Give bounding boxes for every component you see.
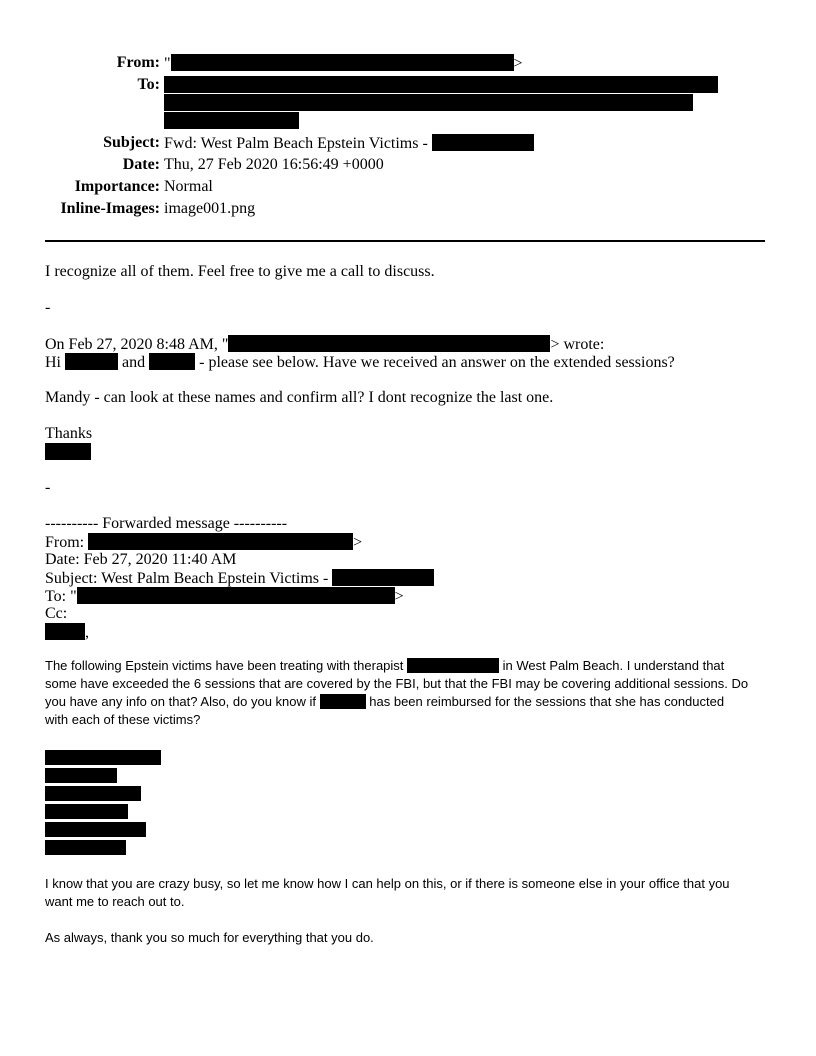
quoted-attribution [45, 335, 604, 354]
forwarded-cc-label: Cc: [45, 605, 68, 622]
forwarded-to [45, 587, 404, 606]
redaction-box [320, 694, 366, 709]
greeting-and: and [122, 354, 146, 371]
inline-images-label: Inline-Images: [60, 200, 160, 217]
redaction-box [164, 112, 299, 129]
forwarded-from [45, 533, 362, 552]
from-label: From: [116, 54, 160, 71]
forwarded-to-suffix: > [394, 588, 404, 605]
redaction-box [45, 750, 161, 765]
redaction-box [45, 840, 126, 855]
reply-body: I recognize all of them. Feel free to give me a call to discuss. [45, 263, 435, 280]
importance-label: Importance: [74, 178, 160, 195]
header-divider [45, 240, 765, 242]
greeting-hi: Hi [45, 354, 61, 371]
redaction-box [171, 54, 514, 71]
to-label: To: [137, 76, 160, 93]
redaction-box [65, 353, 118, 370]
forwarded-to-label: To: " [45, 588, 77, 605]
subject-value [164, 134, 534, 153]
from-prefix: " [164, 55, 171, 72]
inline-images-value: image001.png [164, 200, 256, 217]
message-line-2: some have exceeded the 6 sessions that are covered by the FBI, but that the FBI may be covering additional sessions. Do [45, 676, 749, 691]
message-line-4: with each of these victims? [45, 712, 201, 727]
message-line-3 [45, 694, 724, 709]
redaction-box [88, 533, 353, 550]
quoted-mandy-line: Mandy - can look at these names and confirm all? I dont recognize the last one. [45, 389, 554, 406]
redaction-box [45, 786, 141, 801]
redaction-box [45, 804, 128, 819]
message-line-1 [45, 658, 724, 673]
redaction-box [432, 134, 534, 151]
quoted-greeting [45, 353, 675, 372]
quoted-dash: - [45, 479, 51, 496]
reply-dash: - [45, 299, 51, 316]
message-p1-line3-a: you have any info on that? Also, do you know if [45, 694, 317, 709]
message-p2-line-1: I know that you are crazy busy, so let me know how I can help on this, or if there is someone else in your office that you [45, 876, 730, 891]
redaction-box [45, 443, 91, 460]
date-label: Date: [122, 156, 160, 173]
redaction-box [77, 587, 395, 604]
redaction-box [45, 822, 146, 837]
from-value [164, 54, 523, 73]
forwarded-cc-suffix: , [85, 624, 89, 641]
redaction-box [45, 623, 85, 640]
subject-text: Fwd: West Palm Beach Epstein Victims - [164, 135, 428, 152]
quoted-on-prefix: On Feb 27, 2020 8:48 AM, " [45, 336, 229, 353]
forwarded-date: Date: Feb 27, 2020 11:40 AM [45, 551, 237, 568]
quoted-thanks: Thanks [45, 425, 93, 442]
redaction-box [407, 658, 499, 673]
forwarded-subject [45, 569, 434, 588]
message-p1-b: in West Palm Beach. I understand that [502, 658, 725, 673]
greeting-rest: - please see below. Have we received an answer on the extended sessions? [199, 354, 675, 371]
message-p1-a: The following Epstein victims have been treating with therapist [45, 658, 404, 673]
redaction-box [228, 335, 550, 352]
date-value: Thu, 27 Feb 2020 16:56:49 +0000 [164, 156, 384, 173]
importance-value: Normal [164, 178, 213, 195]
quoted-on-suffix: > wrote: [550, 336, 605, 353]
redaction-box [164, 76, 718, 93]
message-p1-line3-b: has been reimbursed for the sessions that she has conducted [369, 694, 725, 709]
forwarded-subject-text: Subject: West Palm Beach Epstein Victims - [45, 570, 329, 587]
forwarded-separator: ---------- Forwarded message ---------- [45, 515, 288, 532]
message-p2-line-2: want me to reach out to. [45, 894, 185, 909]
subject-label: Subject: [103, 134, 160, 151]
redaction-box [45, 768, 117, 783]
redaction-box [164, 94, 693, 111]
redaction-box [149, 353, 195, 370]
forwarded-from-label: From: [45, 534, 85, 551]
forwarded-cc [45, 623, 89, 642]
from-suffix: > [513, 55, 523, 72]
message-p3: As always, thank you so much for everything that you do. [45, 930, 374, 945]
forwarded-from-suffix: > [353, 534, 363, 551]
redaction-box [332, 569, 434, 586]
